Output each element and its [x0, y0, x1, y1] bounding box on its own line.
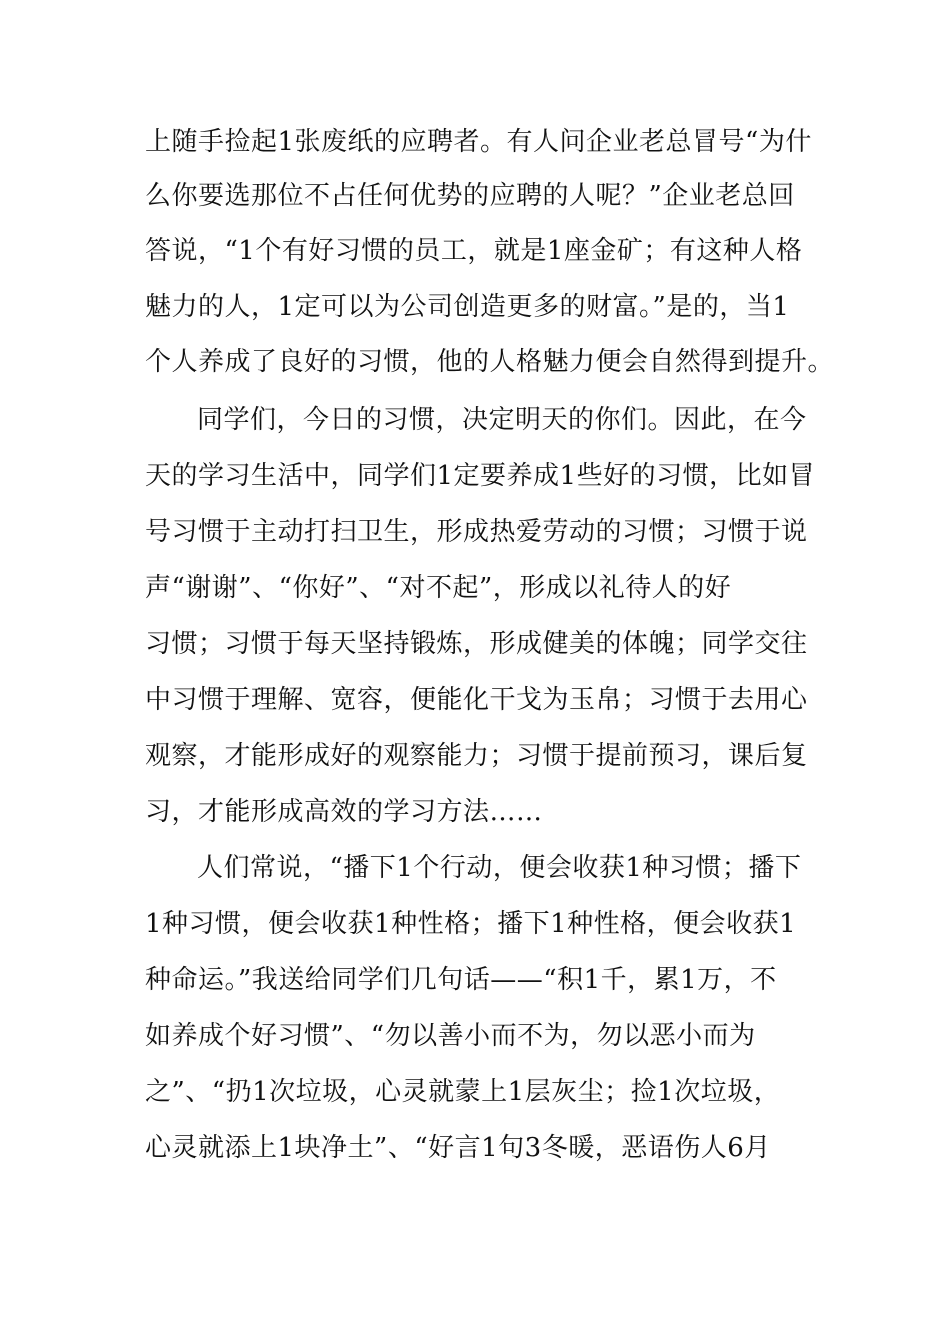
text-line: 习，才能形成高效的学习方法……: [145, 797, 543, 827]
text-line: 魅力的人，1定可以为公司创造更多的财富。”是的，当1: [145, 292, 790, 322]
text-line: 如养成个好习惯”、“勿以善小而不为，勿以恶小而为: [145, 1021, 756, 1051]
text-line: 中习惯于理解、宽容，便能化干戈为玉帛；习惯于去用心: [145, 685, 808, 715]
text-line: 种命运。”我送给同学们几句话——“积1千，累1万，不: [145, 965, 777, 995]
text-line: 号习惯于主动打扫卫生，形成热爱劳动的习惯；习惯于说: [145, 517, 808, 547]
paragraph-start-line: 同学们，今日的习惯，决定明天的你们。因此，在今: [197, 405, 807, 435]
text-line: 声“谢谢”、“你好”、“对不起”，形成以礼待人的好: [145, 573, 732, 603]
text-line: 习惯；习惯于每天坚持锻炼，形成健美的体魄；同学交往: [145, 629, 808, 659]
text-line: 个人养成了良好的习惯，他的人格魅力便会自然得到提升。: [145, 347, 835, 377]
text-line: 心灵就添上1块净土”、“好言1句3冬暖，恶语伤人6月: [145, 1133, 771, 1163]
text-line: 答说，“1个有好习惯的员工，就是1座金矿；有这种人格: [145, 236, 803, 266]
text-line: 天的学习生活中，同学们1定要养成1些好的习惯，比如冒: [145, 461, 816, 491]
text-line: 上随手捡起1张废纸的应聘者。有人问企业老总冒号“为什: [145, 127, 812, 157]
text-line: 1种习惯，便会收获1种性格；播下1种性格，便会收获1: [145, 909, 797, 939]
text-line: 观察，才能形成好的观察能力；习惯于提前预习，课后复: [145, 741, 808, 771]
text-line: 么你要选那位不占任何优势的应聘的人呢？”企业老总回: [145, 181, 795, 211]
text-line: 之”、“扔1次垃圾，心灵就蒙上1层灰尘；捡1次垃圾，: [145, 1077, 781, 1107]
paragraph-start-line: 人们常说，“播下1个行动，便会收获1种习惯；播下: [197, 853, 802, 883]
